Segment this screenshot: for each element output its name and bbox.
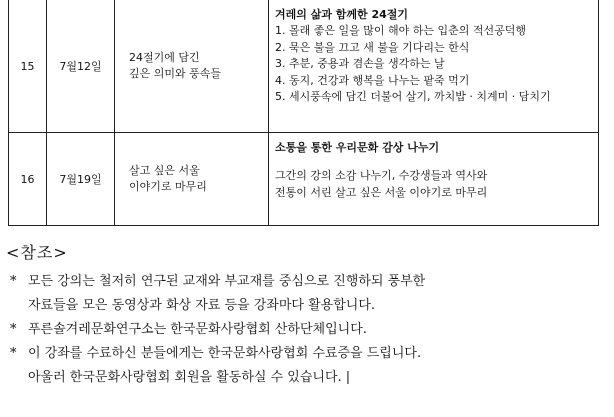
content-line: 1. 몰래 좋은 일을 많이 해야 하는 입춘의 적선공덕행 (275, 24, 526, 37)
session-number: 16 (9, 133, 47, 226)
list-item (10, 270, 610, 294)
content-title: 겨레의 삶과 함께한 24절기 (275, 8, 409, 21)
note-text: 모든 강의는 철저히 연구된 교재와 부교재를 중심으로 진행하되 풍부한 (28, 274, 426, 289)
session-content (269, 133, 599, 226)
content-line: 4. 동지, 건강과 행복을 나누는 팥죽 먹기 (275, 73, 470, 87)
content-title: 소통을 통한 우리문화 감상 나누기 (275, 141, 440, 154)
list-item-continuation (10, 366, 610, 390)
theme-line: 살고 싶은 서울 (129, 164, 200, 177)
session-date: 7월19일 (47, 133, 115, 226)
note-text: 푸른솔겨레문화연구소는 한국문화사랑협회 산하단체입니다. (28, 322, 367, 337)
content-line: 그간의 강의 소감 나누기, 수강생들과 역사와 (275, 169, 488, 182)
list-item-continuation (10, 294, 610, 318)
theme-line: 깊은 의미와 풍속들 (129, 67, 222, 80)
note-text: 이 강좌를 수료하신 분들에게는 한국문화사랑협회 수료증을 드립니다. (28, 346, 422, 361)
content-line: 전통이 서린 살고 싶은 서울 이야기로 마무리 (275, 185, 488, 199)
content-line: 2. 묵은 불을 끄고 새 불을 기다리는 한식 (275, 40, 470, 54)
content-line: 5. 세시풍속에 담긴 더불어 살기, 까치밥 · 치계미 · 담치기 (275, 90, 551, 103)
session-content (269, 0, 599, 133)
bullet-icon: * (10, 322, 17, 337)
session-theme (115, 133, 269, 226)
theme-line: 이야기로 마무리 (129, 180, 207, 193)
bullet-icon: * (10, 274, 17, 289)
lecture-schedule-table (8, 0, 599, 226)
notes-heading: <참조> (6, 243, 68, 262)
table-row (9, 0, 599, 133)
list-item (10, 318, 610, 342)
session-number: 15 (9, 0, 47, 133)
list-item (10, 342, 610, 366)
theme-line: 24절기에 담긴 (129, 51, 200, 64)
session-date: 7월12일 (47, 0, 115, 133)
content-line: 3. 추분, 중용과 겸손을 생각하는 날 (275, 57, 445, 70)
note-text: 아울러 한국문화사랑협회 회원을 활동하실 수 있습니다. | (28, 370, 351, 385)
notes-list (10, 270, 610, 390)
note-text: 자료들을 모은 동영상과 화상 자료 등을 강좌마다 활용합니다. (28, 298, 376, 313)
table-row (9, 133, 599, 226)
bullet-icon: * (10, 346, 17, 361)
session-theme (115, 0, 269, 133)
